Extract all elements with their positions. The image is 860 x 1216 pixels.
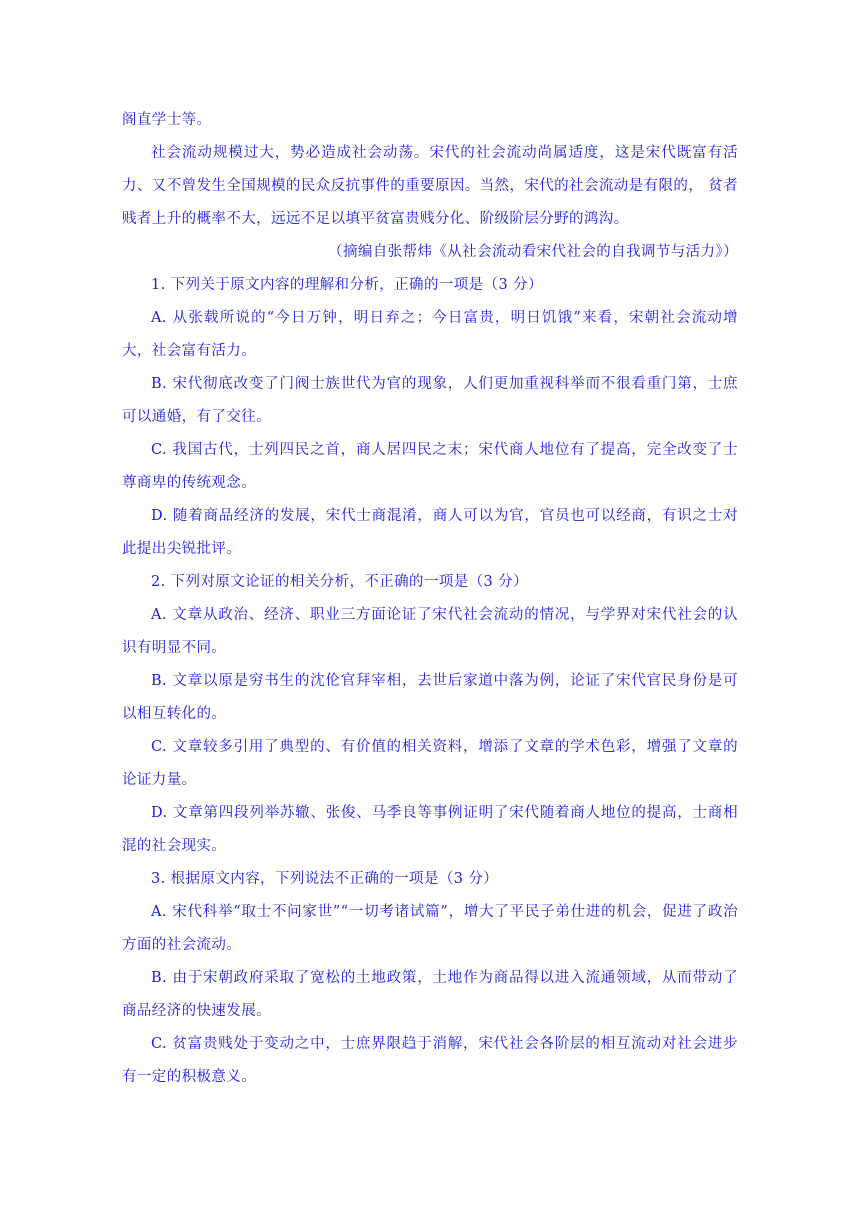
source-citation: （摘编自张帮炜《从社会流动看宋代社会的自我调节与活力》） xyxy=(328,244,738,260)
question-1 xyxy=(122,269,738,566)
option-c: C. 文章较多引用了典型的、有价值的相关资料，增添了文章的学术色彩，增强了文章的论证力量。 xyxy=(122,739,738,788)
option-d: D. 随着商品经济的发展，宋代士商混淆，商人可以为官，官员也可以经商，有识之士对此提出尖锐批评。 xyxy=(122,508,738,557)
option-a: A. 宋代科举“取士不问家世”“一切考诸试篇”，增大了平民子弟仕进的机会，促进了政治方面的社会流动。 xyxy=(122,904,738,953)
option-b: B. 由于宋朝政府采取了宽松的土地政策，土地作为商品得以进入流通领域，从而带动了商品经济的快速发展。 xyxy=(122,970,738,1019)
question-stem: 3. 根据原文内容，下列说法不正确的一项是（3 分） xyxy=(151,871,499,887)
option-c: C. 我国古代，士列四民之首，商人居四民之末；宋代商人地位有了提高，完全改变了士尊商卑的传统观念。 xyxy=(122,442,738,491)
document-page xyxy=(122,104,738,1094)
question-3 xyxy=(122,863,738,1094)
option-c: C. 贫富贵贱处于变动之中，士庶界限趋于消解，宋代社会各阶层的相互流动对社会进步有一定的积极意义。 xyxy=(122,1036,738,1085)
question-2 xyxy=(122,566,738,863)
option-b: B. 宋代彻底改变了门阀士族世代为官的现象，人们更加重视科举而不很看重门第，士庶可以通婚，有了交往。 xyxy=(122,376,738,425)
option-b: B. 文章以原是穷书生的沈伦官拜宰相，去世后家道中落为例，论证了宋代官民身份是可以相互转化的。 xyxy=(122,673,738,722)
question-stem: 1. 下列关于原文内容的理解和分析，正确的一项是（3 分） xyxy=(151,277,543,293)
option-d: D. 文章第四段列举苏辙、张俊、马季良等事例证明了宋代随着商人地位的提高，士商相混的社会现实。 xyxy=(122,805,738,854)
paragraph: 社会流动规模过大，势必造成社会动荡。宋代的社会流动尚属适度，这是宋代既富有活力、又不曾发生全国规模的民众反抗事件的重要原因。当然，宋代的社会流动是有限的， 贫者贱者上升的概率不大，远远不足以填平贫富贵贱分化、阶级阶层分野的鸿沟。 xyxy=(122,145,738,227)
option-a: A. 文章从政治、经济、职业三方面论证了宋代社会流动的情况，与学界对宋代社会的认识有明显不同。 xyxy=(122,607,738,656)
question-stem: 2. 下列对原文论证的相关分析，不正确的一项是（3 分） xyxy=(151,574,528,590)
option-a: A. 从张载所说的“今日万钟，明日弃之；今日富贵，明日饥饿”来看，宋朝社会流动增大，社会富有活力。 xyxy=(122,310,738,359)
paragraph: 阁直学士等。 xyxy=(122,112,212,128)
